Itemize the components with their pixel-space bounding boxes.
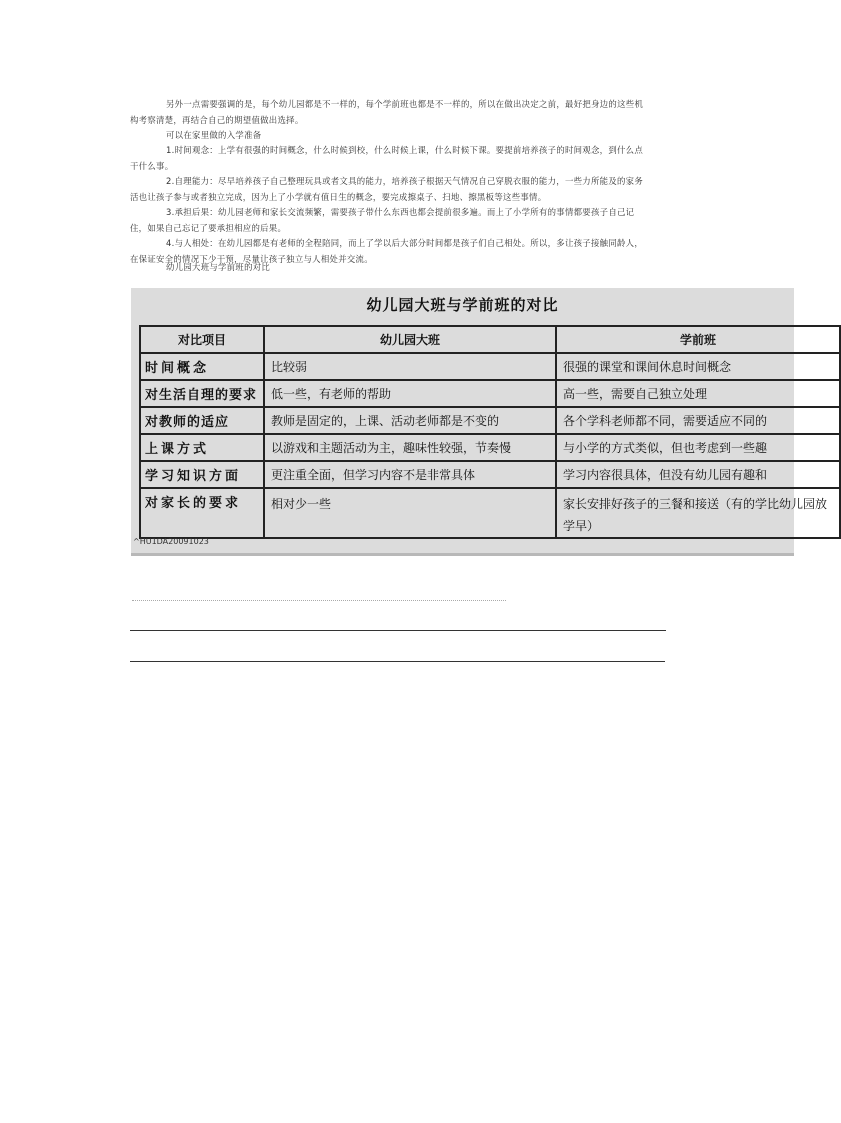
comparison-table bbox=[139, 325, 841, 539]
item-getting-along: 4.与人相处：在幼儿园都是有老师的全程陪同，而上了学以后大部分时间都是孩子们自己相处。所以，多让孩子接触同龄人，在保证安全的情况下少干预，尽量让孩子独立与人相处并交流。 bbox=[130, 238, 644, 264]
cell-kindergarten: 更注重全面，但学习内容不是非常具体 bbox=[264, 461, 556, 488]
item-consequences: 3.承担后果：幼儿园老师和家长交流频繁，需要孩子带什么东西也都会提前很多遍。而上了小学所有的事情都要孩子自己记住，如果自己忘记了要承担相应的后果。 bbox=[130, 207, 635, 233]
horizontal-rule bbox=[130, 630, 666, 631]
image-caption: ^HU1DA20091023 bbox=[133, 537, 209, 546]
cell-preschool: 各个学科老师都不同，需要适应不同的 bbox=[556, 407, 840, 434]
cell-preschool: 与小学的方式类似，但也考虑到一些趣 bbox=[556, 434, 840, 461]
table-title: 幼儿园大班与学前班的对比 bbox=[366, 296, 559, 314]
row-label: 学习知识方面 bbox=[140, 461, 264, 488]
cell-preschool: 学习内容很具体，但没有幼儿园有趣和 bbox=[556, 461, 840, 488]
horizontal-rule bbox=[130, 661, 665, 662]
item-time-concept: 1.时间观念：上学有很强的时间概念，什么时候到校，什么时候上课，什么时候下课。要提前培养孩子的时间观念，到什么点干什么事。 bbox=[130, 145, 644, 171]
cell-kindergarten: 低一些，有老师的帮助 bbox=[264, 380, 556, 407]
cell-kindergarten: 教师是固定的，上课、活动老师都是不变的 bbox=[264, 407, 556, 434]
table-intro-heading: 幼儿园大班与学前班的对比 bbox=[166, 262, 271, 272]
dotted-divider bbox=[132, 600, 506, 601]
header-item: 对比项目 bbox=[140, 326, 264, 353]
row-label: 对生活自理的要求 bbox=[140, 380, 264, 407]
header-preschool: 学前班 bbox=[556, 326, 840, 353]
cell-kindergarten: 比较弱 bbox=[264, 353, 556, 380]
table-row bbox=[140, 407, 840, 434]
section-heading-home-prep: 可以在家里做的入学准备 bbox=[166, 130, 262, 140]
row-label: 对家长的要求 bbox=[140, 488, 264, 538]
table-row bbox=[140, 380, 840, 407]
intro-paragraph: 另外一点需要强调的是，每个幼儿园都是不一样的，每个学前班也都是不一样的，所以在做出决定之前，最好把身边的这些机构考察清楚，再结合自己的期望值做出选择。 bbox=[130, 99, 644, 125]
cell-kindergarten: 以游戏和主题活动为主，趣味性较强，节奏慢 bbox=[264, 434, 556, 461]
row-label: 时间概念 bbox=[140, 353, 264, 380]
table-row bbox=[140, 461, 840, 488]
table-row bbox=[140, 353, 840, 380]
table-row bbox=[140, 488, 840, 538]
comparison-table-image bbox=[131, 288, 828, 556]
cell-preschool: 高一些，需要自己独立处理 bbox=[556, 380, 840, 407]
table-row bbox=[140, 434, 840, 461]
item-self-care: 2.自理能力：尽早培养孩子自己整理玩具或者文具的能力，培养孩子根据天气情况自己穿脱衣服的能力，一些力所能及的家务活也让孩子参与或者独立完成，因为上了小学就有值日生的概念，要完成擦桌子、扫地、擦黑板等这些事情。 bbox=[130, 176, 644, 202]
image-bottom-edge bbox=[131, 553, 794, 556]
header-kindergarten: 幼儿园大班 bbox=[264, 326, 556, 353]
row-label: 对教师的适应 bbox=[140, 407, 264, 434]
table-header-row bbox=[140, 326, 840, 353]
cell-preschool: 家长安排好孩子的三餐和接送（有的学比幼儿园放学早） bbox=[556, 488, 840, 538]
cell-kindergarten: 相对少一些 bbox=[264, 488, 556, 538]
cell-preschool: 很强的课堂和课间休息时间概念 bbox=[556, 353, 840, 380]
row-label: 上课方式 bbox=[140, 434, 264, 461]
